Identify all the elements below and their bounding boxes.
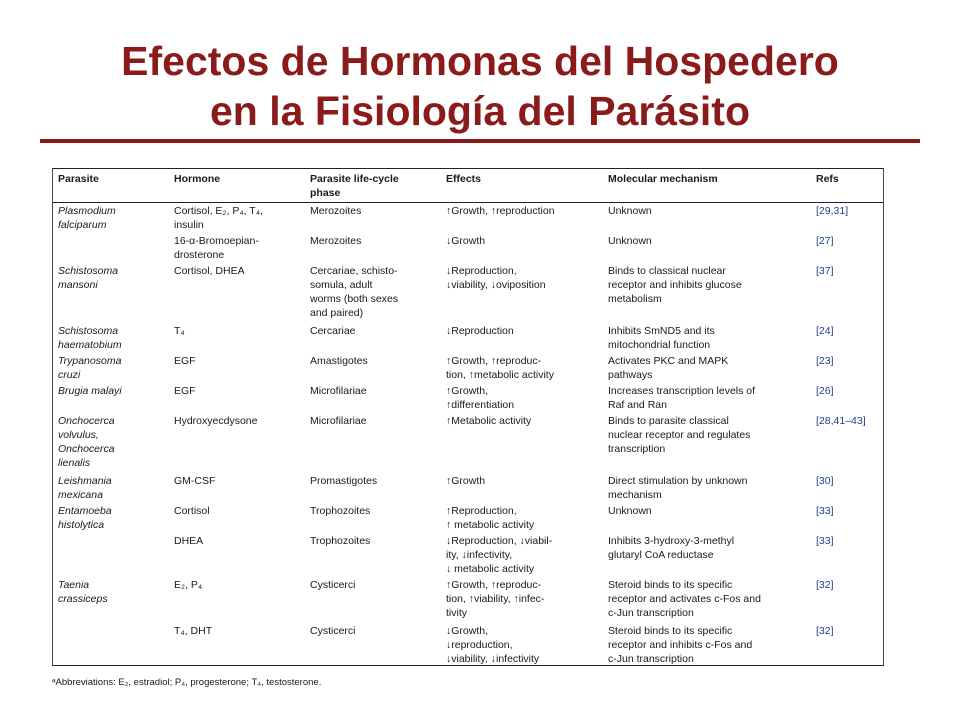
cell-mechanism: Direct stimulation by unknown mechanism bbox=[608, 475, 748, 501]
cell-phase: Trophozoites bbox=[310, 505, 371, 517]
cell-hormone: T₄ bbox=[174, 325, 185, 337]
cell-effects: ↑Growth, ↑reproduc- tion, ↑metabolic activity bbox=[446, 355, 554, 381]
cell-refs: [27] bbox=[816, 235, 834, 247]
header-hormone: Hormone bbox=[174, 173, 221, 185]
cell-phase: Cysticerci bbox=[310, 579, 356, 591]
cell-effects: ↓Reproduction, ↓viability, ↓oviposition bbox=[446, 265, 546, 291]
cell-mechanism: Increases transcription levels of Raf and Ran bbox=[608, 385, 756, 411]
cell-parasite: Schistosoma mansoni bbox=[58, 265, 119, 291]
cell-hormone: Cortisol, E₂, P₄, T₄, insulin bbox=[174, 205, 263, 231]
cell-phase: Merozoites bbox=[310, 205, 362, 217]
cell-effects: ↓Growth, ↓reproduction, ↓viability, ↓infectivity bbox=[446, 625, 540, 665]
table-header-rule bbox=[52, 202, 884, 203]
header-refs: Refs bbox=[816, 173, 839, 185]
cell-mechanism: Unknown bbox=[608, 505, 652, 517]
cell-effects: ↑Growth, ↑reproduc- tion, ↑viability, ↑infec- tivity bbox=[446, 579, 545, 619]
cell-hormone: Hydroxyecdysone bbox=[174, 415, 258, 427]
cell-mechanism: Inhibits 3-hydroxy-3-methyl glutaryl CoA reductase bbox=[608, 535, 735, 561]
header-phase: Parasite life-cycle phase bbox=[310, 173, 399, 199]
cell-refs: [32] bbox=[816, 625, 834, 637]
cell-refs: [30] bbox=[816, 475, 834, 487]
title-underline-rule bbox=[40, 139, 920, 143]
cell-mechanism: Unknown bbox=[608, 235, 652, 247]
header-parasite: Parasite bbox=[58, 173, 99, 185]
cell-hormone: Cortisol bbox=[174, 505, 210, 517]
cell-effects: ↑Growth, ↑differentiation bbox=[446, 385, 515, 411]
cell-phase: Microfilariae bbox=[310, 385, 367, 397]
cell-mechanism: Activates PKC and MAPK pathways bbox=[608, 355, 729, 381]
cell-mechanism: Unknown bbox=[608, 205, 652, 217]
cell-mechanism: Steroid binds to its specific receptor and inhibits c-Fos and c-Jun transcription bbox=[608, 625, 753, 665]
cell-effects: ↓Reproduction bbox=[446, 325, 514, 337]
cell-mechanism: Binds to parasite classical nuclear receptor and regulates transcription bbox=[608, 415, 751, 455]
hormone-effects-table bbox=[52, 168, 884, 672]
cell-parasite: Plasmodium falciparum bbox=[58, 205, 116, 231]
slide-title bbox=[0, 36, 960, 136]
cell-parasite: Taenia crassiceps bbox=[58, 579, 108, 605]
cell-mechanism: Binds to classical nuclear receptor and inhibits glucose metabolism bbox=[608, 265, 742, 305]
cell-phase: Cercariae, schisto- somula, adult worms (both sexes and paired) bbox=[310, 265, 399, 319]
cell-effects: ↓Growth bbox=[446, 235, 486, 247]
cell-refs: [26] bbox=[816, 385, 834, 397]
cell-effects: ↑Metabolic activity bbox=[446, 415, 532, 427]
cell-parasite: Brugia malayi bbox=[58, 385, 122, 397]
cell-parasite: Schistosoma haematobium bbox=[58, 325, 122, 351]
cell-phase: Merozoites bbox=[310, 235, 362, 247]
table-left-border bbox=[52, 168, 53, 666]
header-mechanism: Molecular mechanism bbox=[608, 173, 718, 185]
cell-effects: ↑Growth bbox=[446, 475, 486, 487]
cell-hormone: EGF bbox=[174, 385, 196, 397]
title-line-2: en la Fisiología del Parásito bbox=[210, 88, 750, 134]
cell-refs: [32] bbox=[816, 579, 834, 591]
header-effects: Effects bbox=[446, 173, 482, 185]
cell-refs: [33] bbox=[816, 535, 834, 547]
cell-effects: ↑Growth, ↑reproduction bbox=[446, 205, 555, 217]
cell-phase: Cysticerci bbox=[310, 625, 356, 637]
cell-effects: ↑Reproduction, ↑ metabolic activity bbox=[446, 505, 535, 531]
cell-effects: ↓Reproduction, ↓viabil- ity, ↓infectivity, ↓ metabolic activity bbox=[446, 535, 553, 575]
cell-phase: Promastigotes bbox=[310, 475, 378, 487]
cell-phase: Cercariae bbox=[310, 325, 356, 337]
title-line-1: Efectos de Hormonas del Hospedero bbox=[121, 38, 839, 84]
cell-hormone: Cortisol, DHEA bbox=[174, 265, 245, 277]
cell-parasite: Leishmania mexicana bbox=[58, 475, 112, 501]
cell-hormone: 16-α-Bromoepian- drosterone bbox=[174, 235, 259, 261]
cell-phase: Microfilariae bbox=[310, 415, 367, 427]
cell-refs: [33] bbox=[816, 505, 834, 517]
cell-mechanism: Inhibits SmND5 and its mitochondrial function bbox=[608, 325, 715, 351]
cell-parasite: Trypanosoma cruzi bbox=[58, 355, 122, 381]
cell-parasite: Entamoeba histolytica bbox=[58, 505, 112, 531]
cell-refs: [29,31] bbox=[816, 205, 849, 217]
cell-phase: Trophozoites bbox=[310, 535, 371, 547]
cell-refs: [24] bbox=[816, 325, 834, 337]
cell-hormone: E₂, P₄ bbox=[174, 579, 203, 591]
cell-hormone: DHEA bbox=[174, 535, 204, 547]
cell-hormone: T₄, DHT bbox=[174, 625, 213, 637]
cell-parasite: Onchocerca volvulus, Onchocerca lienalis bbox=[58, 415, 115, 469]
cell-hormone: GM-CSF bbox=[174, 475, 216, 487]
table-footnote: ᵃAbbreviations: E₂, estradiol; P₄, progesterone; T₄, testosterone. bbox=[52, 677, 322, 688]
cell-mechanism: Steroid binds to its specific receptor and activates c-Fos and c-Jun transcription bbox=[608, 579, 761, 619]
cell-hormone: EGF bbox=[174, 355, 196, 367]
cell-phase: Amastigotes bbox=[310, 355, 368, 367]
cell-refs: [37] bbox=[816, 265, 834, 277]
table-right-border bbox=[883, 168, 884, 666]
table-top-rule bbox=[52, 168, 884, 169]
cell-refs: [28,41–43] bbox=[816, 415, 866, 427]
cell-refs: [23] bbox=[816, 355, 834, 367]
